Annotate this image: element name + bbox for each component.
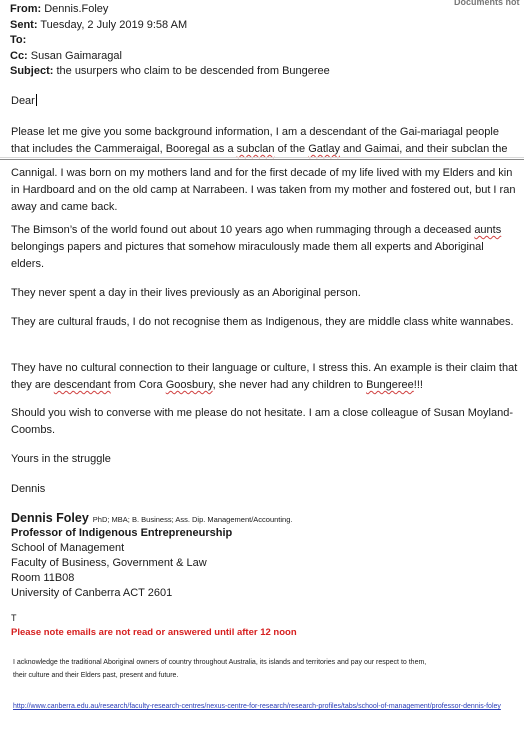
sent-row: Sent: Tuesday, 2 July 2019 9:58 AM <box>10 18 188 31</box>
paragraph-converse: Should you wish to converse with me please do not hesitate. I am a close colleague of Susan Moyland-Coombs. <box>11 407 514 436</box>
country-acknowledgement: I acknowledge the traditional Aboriginal owners of country throughout Australia, its islands and territories and pay our respect to them, their culture and their Elders past, present and future. <box>13 659 427 679</box>
paragraph-bimsons: The Bimson’s of the world found out about 10 years ago when rummaging through a deceased aunts belongings papers and pictures that somehow miraculously made them all experts and Aboriginal elders. <box>11 224 502 270</box>
signature-stray-char: T <box>11 613 17 623</box>
response-time-notice: Please note emails are not read or answered until after 12 noon <box>11 627 297 638</box>
sender-first-name: Dennis <box>11 483 46 495</box>
screenshot-seam <box>0 157 524 158</box>
from-row: From: Dennis.Foley <box>10 3 109 15</box>
profile-link[interactable]: http://www.canberra.edu.au/research/faculty-research-centres/nexus-centre-for-research/research-profiles/tabs/school-of-management/professor-dennis-foley <box>13 703 501 710</box>
screenshot-seam-line <box>0 159 524 160</box>
signature-name: Dennis Foley PhD; MBA; B. Business; Ass. Dip. Management/Accounting. <box>11 511 293 525</box>
cc-value: Susan Gaimaragal <box>30 49 122 62</box>
closing: Yours in the struggle <box>11 453 111 465</box>
email-header <box>10 2 330 80</box>
signature-university: University of Canberra ACT 2601 <box>11 587 173 599</box>
from-value: Dennis.Foley <box>44 3 109 15</box>
signature-qualifications: PhD; MBA; B. Business; Ass. Dip. Management/Accounting. <box>92 515 293 524</box>
to-row: To: <box>10 34 27 46</box>
paragraph-birth: Cannigal. I was born on my mothers land and for the first decade of my life lived with my Elders and kin in Hardboard and on the old camp at Narrabeen. I was taken from my mother and fostered out, but I ran away and came back. <box>11 167 516 213</box>
cc-row: Cc: Susan Gaimaragal <box>10 49 122 62</box>
paragraph-connection: They have no cultural connection to their language or culture, I stress this. An example is their claim that they are descendant from Cora Goosbury, she never had any children to Bungeree!!! <box>11 362 518 391</box>
subject-value: the usurpers who claim to be descended from Bungeree <box>56 65 330 77</box>
paragraph-never: They never spent a day in their lives previously as an Aboriginal person. <box>11 287 361 299</box>
paragraph-background: Please let me give you some background information, I am a descendant of the Gai-mariagal people that includes the Cammeraigal, Booregal as a subclan of the Gatlay and Gaimai, and their subclan the <box>11 126 508 155</box>
signature-faculty: Faculty of Business, Government & Law <box>11 557 207 569</box>
paragraph-frauds: They are cultural frauds, I do not recognise them as Indigenous, they are middle class white wannabes. <box>11 316 514 328</box>
cropped-header-fragment: Documents not <box>454 0 520 7</box>
sent-value: Tuesday, 2 July 2019 9:58 AM <box>40 18 188 31</box>
subject-row: Subject: the usurpers who claim to be descended from Bungeree <box>10 65 330 77</box>
signature-school: School of Management <box>11 542 125 554</box>
text-cursor <box>36 94 37 106</box>
signature-room: Room 11B08 <box>11 572 75 584</box>
signature-title: Professor of Indigenous Entrepreneurship <box>11 527 233 539</box>
greeting[interactable]: Dear <box>11 95 35 107</box>
